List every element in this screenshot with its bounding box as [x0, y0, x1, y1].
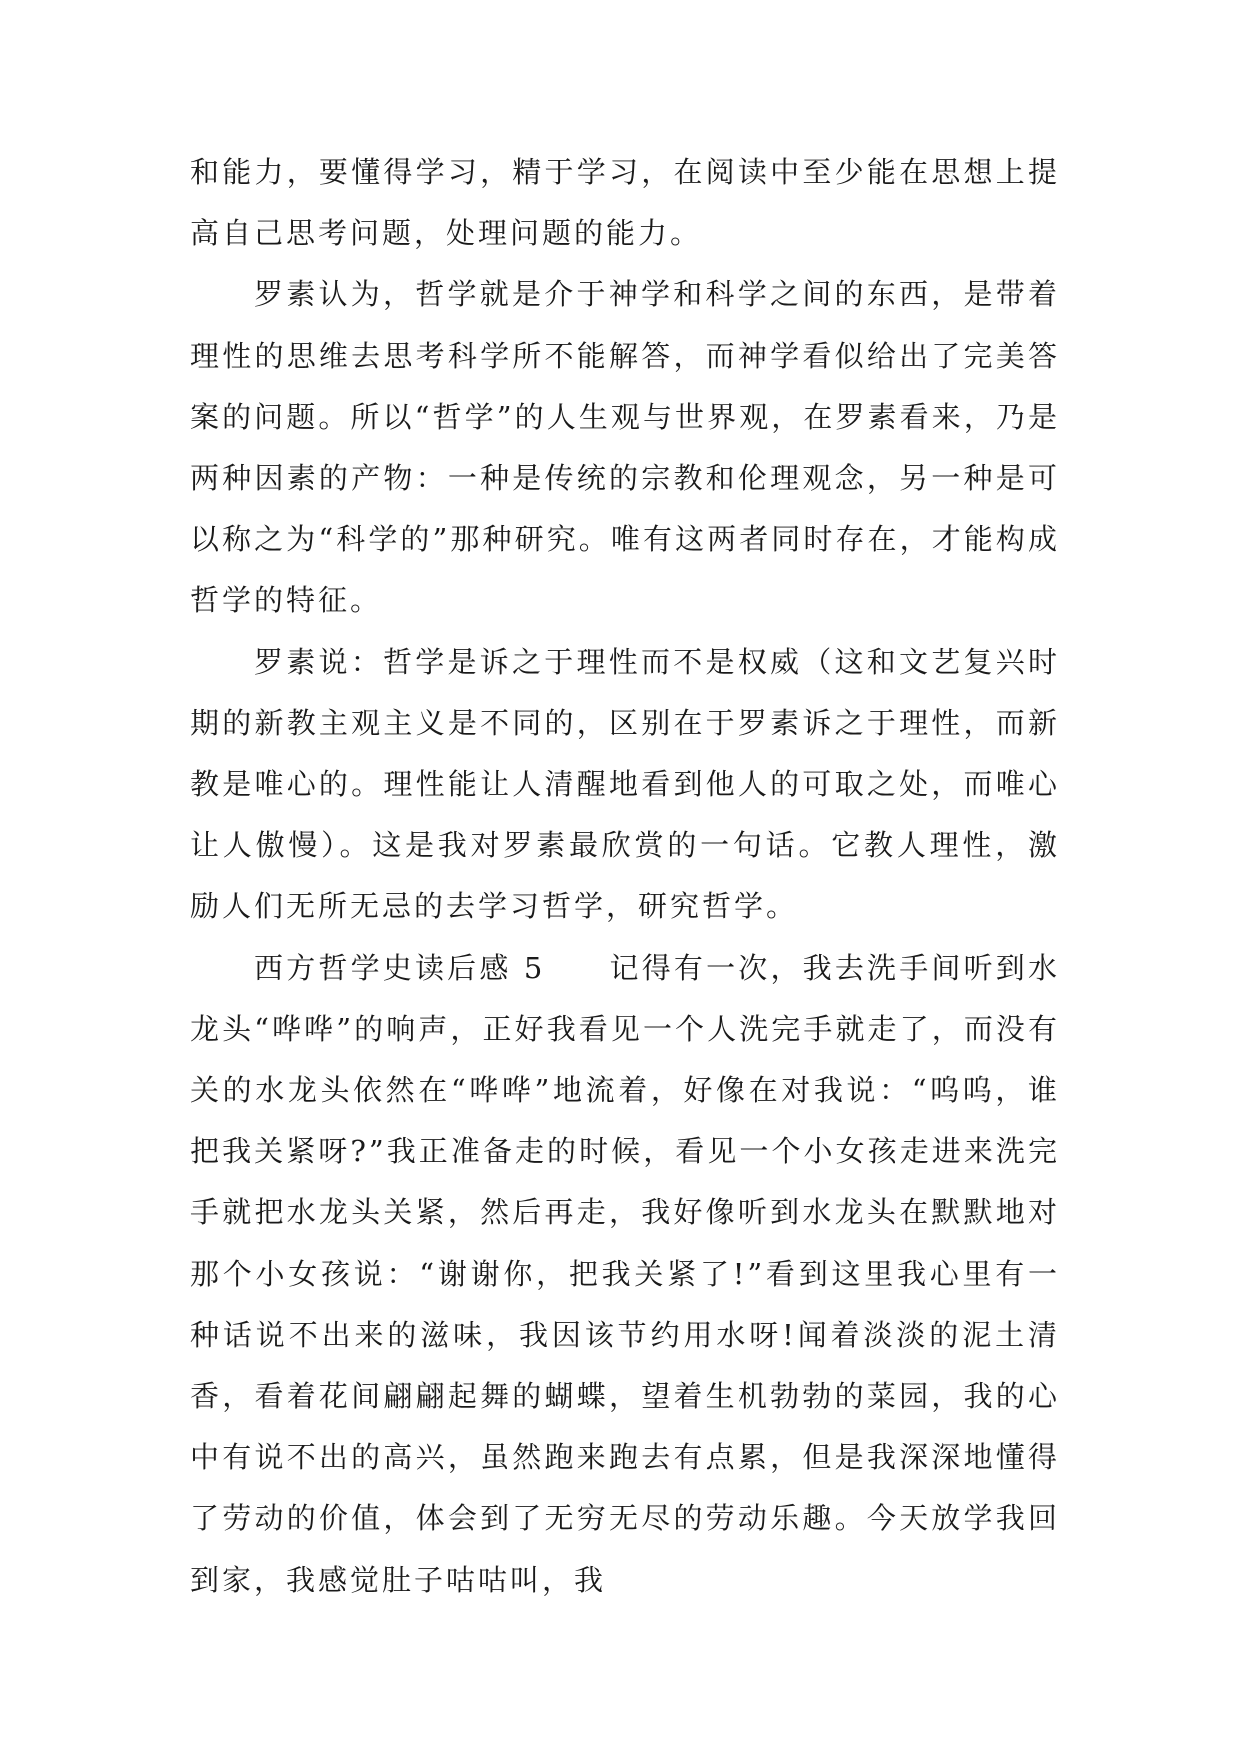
document-body	[190, 142, 1060, 1611]
paragraph-4	[190, 938, 1060, 1611]
section-heading: 西方哲学史读后感 5	[254, 950, 546, 985]
paragraph-4-text: 记得有一次，我去洗手间听到水龙头“哗哗”的响声，正好我看见一个人洗完手就走了，而没有关的水龙头依然在“哗哗”地流着，好像在对我说：“呜呜，谁把我关紧呀?”我正准备走的时候，看见一个小女孩走进来洗完手就把水龙头关紧，然后再走，我好像听到水龙头在默默地对那个小女孩说：“谢谢你，把我关紧了!”看到这里我心里有一种话说不出来的滋味，我因该节约用水呀!闻着淡淡的泥土清香，看着花间翩翩起舞的蝴蝶，望着生机勃勃的菜园，我的心中有说不出的高兴，虽然跑来跑去有点累，但是我深深地懂得了劳动的价值，体会到了无穷无尽的劳动乐趣。今天放学我回到家，我感觉肚子咕咕叫，我	[190, 950, 1060, 1597]
paragraph-2: 罗素认为，哲学就是介于神学和科学之间的东西，是带着理性的思维去思考科学所不能解答，而神学看似给出了完美答案的问题。所以“哲学”的人生观与世界观，在罗素看来，乃是两种因素的产物：一种是传统的宗教和伦理观念，另一种是可以称之为“科学的”那种研究。唯有这两者同时存在，才能构成哲学的特征。	[190, 277, 1060, 618]
paragraph-1: 和能力，要懂得学习，精于学习，在阅读中至少能在思想上提高自己思考问题，处理问题的能力。	[190, 155, 1060, 251]
paragraph-3: 罗素说：哲学是诉之于理性而不是权威（这和文艺复兴时期的新教主观主义是不同的，区别在于罗素诉之于理性，而新教是唯心的。理性能让人清醒地看到他人的可取之处，而唯心让人傲慢）。这是我对罗素最欣赏的一句话。它教人理性，激励人们无所无忌的去学习哲学，研究哲学。	[190, 644, 1060, 924]
